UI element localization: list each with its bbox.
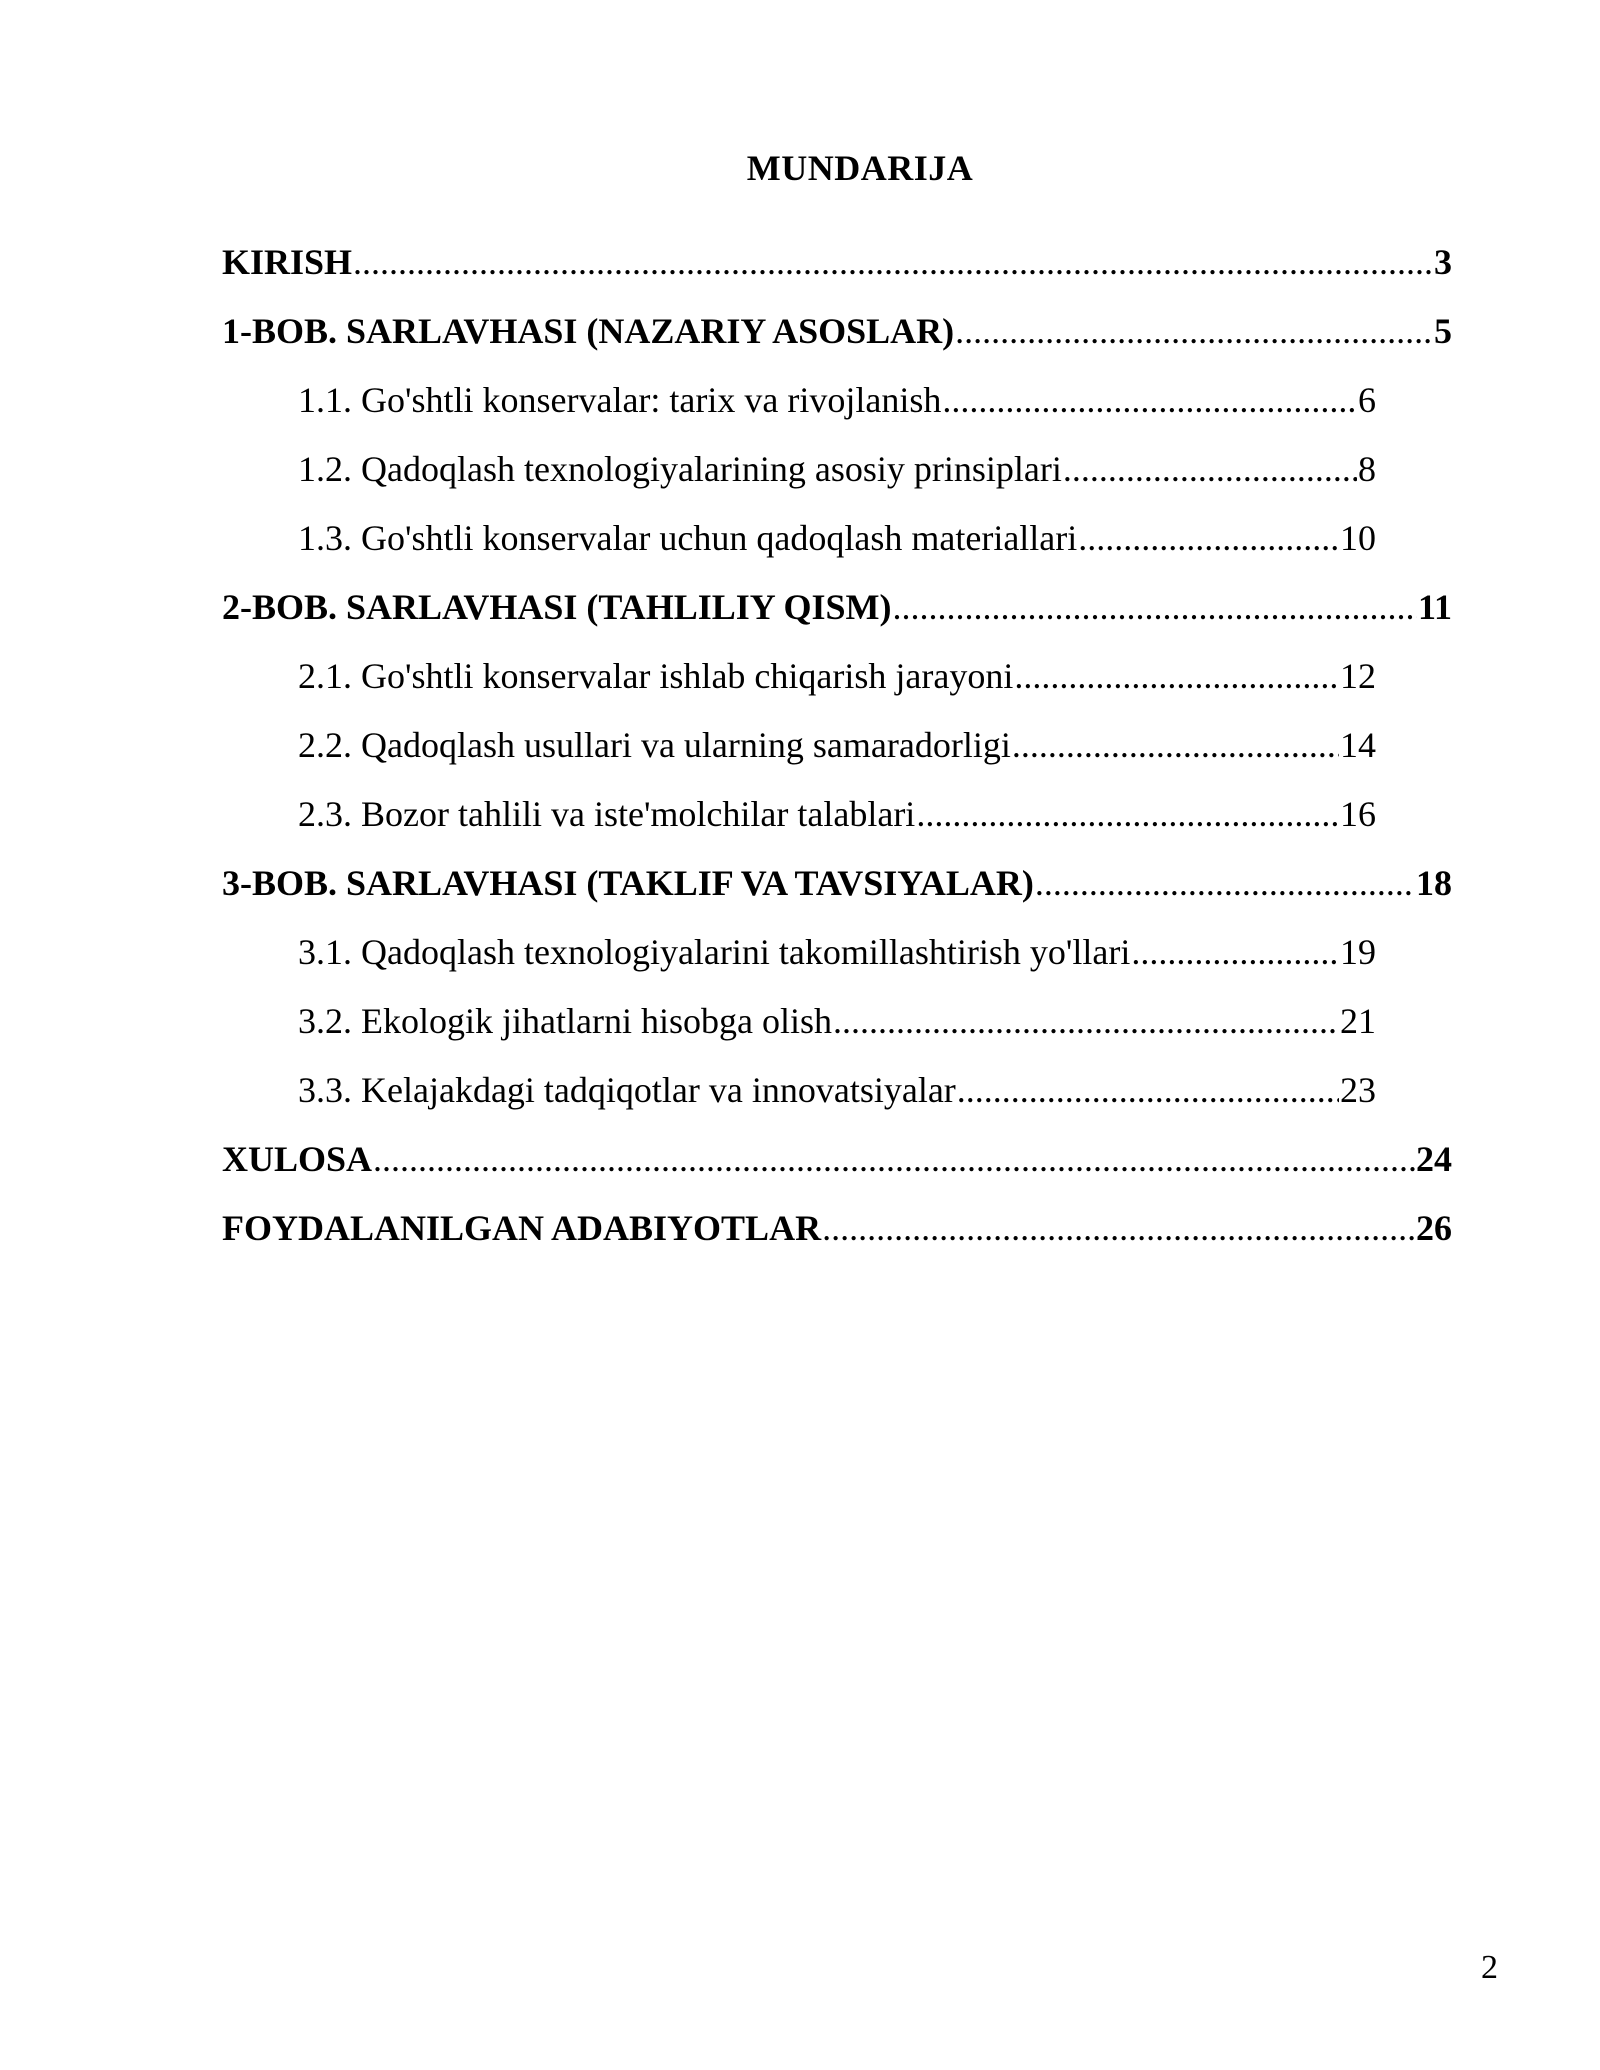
toc-entry-page: 18: [1416, 863, 1452, 903]
toc-dot-leader: [1035, 861, 1415, 905]
toc-entry-page: 12: [1340, 656, 1376, 696]
table-of-contents: [222, 240, 1452, 1275]
toc-entry-label: 2.2. Qadoqlash usullari va ularning samaradorligi: [298, 725, 1011, 765]
toc-entry-page: 14: [1340, 725, 1376, 765]
toc-entry-label: 2-BOB. SARLAVHASI (TAHLILIY QISM): [222, 587, 892, 627]
toc-entry-label: KIRISH: [222, 242, 353, 282]
toc-dot-leader: [892, 585, 1417, 629]
toc-entry-page: 16: [1340, 794, 1376, 834]
toc-dot-leader: [373, 1137, 1415, 1181]
toc-entry[interactable]: [222, 1206, 1452, 1275]
toc-dot-leader: [1012, 723, 1339, 767]
toc-entry-page: 3: [1434, 242, 1452, 282]
toc-dot-leader: [1131, 930, 1339, 974]
toc-dot-leader: [1014, 654, 1339, 698]
toc-entry-label: 1.2. Qadoqlash texnologiyalarining asosiy prinsiplari: [298, 449, 1062, 489]
toc-entry-page: 21: [1340, 1001, 1376, 1041]
toc-dot-leader: [822, 1206, 1415, 1250]
toc-subentry[interactable]: [298, 723, 1376, 792]
toc-entry[interactable]: [222, 861, 1452, 930]
toc-dot-leader: [833, 999, 1339, 1043]
toc-dot-leader: [1078, 516, 1339, 560]
toc-entry-label: FOYDALANILGAN ADABIYOTLAR: [222, 1208, 822, 1248]
toc-subentry[interactable]: [298, 447, 1376, 516]
toc-entry-page: 11: [1417, 587, 1452, 627]
toc-entry-page: 5: [1434, 311, 1452, 351]
toc-subentry[interactable]: [298, 930, 1376, 999]
toc-entry[interactable]: [222, 585, 1452, 654]
toc-subentry[interactable]: [298, 792, 1376, 861]
toc-entry[interactable]: [222, 1137, 1452, 1206]
toc-entry-page: 24: [1416, 1139, 1452, 1179]
toc-title: MUNDARIJA: [746, 148, 974, 188]
toc-entry-label: 2.3. Bozor tahlili va iste'molchilar talablari: [298, 794, 916, 834]
toc-entry-label: 1.1. Go'shtli konservalar: tarix va rivojlanish: [298, 380, 942, 420]
toc-entry-label: 1-BOB. SARLAVHASI (NAZARIY ASOSLAR): [222, 311, 955, 351]
toc-dot-leader: [957, 1068, 1339, 1112]
toc-entry-page: 19: [1340, 932, 1376, 972]
toc-dot-leader: [955, 309, 1433, 353]
toc-entry-page: 10: [1340, 518, 1376, 558]
toc-subentry[interactable]: [298, 999, 1376, 1068]
toc-subentry[interactable]: [298, 378, 1376, 447]
toc-entry-page: 26: [1416, 1208, 1452, 1248]
toc-dot-leader: [916, 792, 1339, 836]
toc-entry-label: 2.1. Go'shtli konservalar ishlab chiqarish jarayoni: [298, 656, 1014, 696]
toc-entry-label: 1.3. Go'shtli konservalar uchun qadoqlash materiallari: [298, 518, 1078, 558]
toc-entry-label: 3.2. Ekologik jihatlarni hisobga olish: [298, 1001, 832, 1041]
page-number: 2: [1481, 1949, 1498, 1986]
toc-subentry[interactable]: [298, 1068, 1376, 1137]
toc-dot-leader: [942, 378, 1357, 422]
toc-entry-page: 6: [1358, 380, 1376, 420]
toc-entry-label: XULOSA: [222, 1139, 373, 1179]
toc-entry-label: 3-BOB. SARLAVHASI (TAKLIF VA TAVSIYALAR): [222, 863, 1034, 903]
toc-entry-label: 3.1. Qadoqlash texnologiyalarini takomillashtirish yo'llari: [298, 932, 1131, 972]
toc-entry[interactable]: [222, 240, 1452, 309]
toc-entry-label: 3.3. Kelajakdagi tadqiqotlar va innovatsiyalar: [298, 1070, 956, 1110]
toc-subentry[interactable]: [298, 654, 1376, 723]
toc-dot-leader: [353, 240, 1433, 284]
toc-entry-page: 8: [1358, 449, 1376, 489]
toc-entry-page: 23: [1340, 1070, 1376, 1110]
toc-entry[interactable]: [222, 309, 1452, 378]
toc-dot-leader: [1063, 447, 1357, 491]
toc-subentry[interactable]: [298, 516, 1376, 585]
